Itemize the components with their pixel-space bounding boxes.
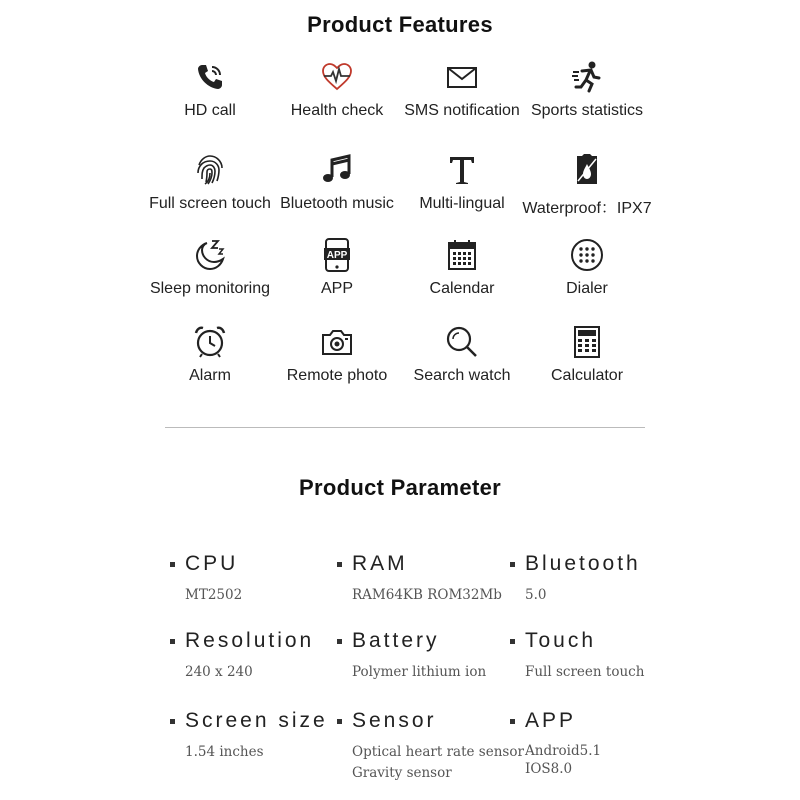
param-value: 1.54 inches [185, 744, 264, 760]
bullet [337, 639, 342, 644]
param-value-line: Gravity sensor [352, 765, 452, 781]
bullet [337, 719, 342, 724]
param-ram [352, 552, 522, 606]
feature-label: Dialer [566, 280, 608, 297]
param-screen-size [185, 709, 355, 763]
feature-label: Calculator [550, 367, 624, 384]
fingerprint-icon [193, 153, 227, 187]
param-value: MT2502 [185, 587, 243, 603]
feature-label: HD call [184, 102, 236, 119]
heart-rate-icon [320, 60, 354, 94]
param-value: 240 x 240 [185, 664, 253, 680]
feature-label: APP [320, 280, 353, 297]
bullet [170, 719, 175, 724]
feature-label: Bluetooth music [280, 195, 394, 212]
calculator-icon [570, 325, 604, 359]
param-value [352, 742, 522, 784]
feature-label: Calendar [429, 280, 495, 297]
feature-label: Sleep monitoring [149, 280, 271, 297]
param-battery [352, 629, 522, 683]
feature-label: SMS notification [404, 102, 520, 119]
feature-label: Full screen touch [149, 195, 271, 212]
feature-label: Multi-lingual [419, 195, 505, 212]
param-value-line: IOS8.0 [525, 761, 573, 777]
param-name: RAM [352, 552, 408, 575]
feature-label: Sports statistics [530, 102, 644, 119]
param-value-line: Android5.1 [525, 743, 602, 759]
param-name: Touch [525, 629, 597, 652]
param-value: Polymer lithium ion [352, 664, 487, 680]
param-value: RAM64KB ROM32Mb [352, 587, 502, 603]
letter-t-icon [445, 153, 479, 187]
section-divider [165, 427, 645, 428]
music-note-icon [320, 153, 354, 187]
param-value: Full screen touch [525, 664, 645, 680]
feature-label: Search watch [413, 367, 511, 384]
param-app [525, 709, 695, 778]
param-value-line: Optical heart rate sensor [352, 744, 524, 760]
param-sensor [352, 709, 522, 784]
runner-icon [570, 60, 604, 94]
features-title: Product Features [307, 12, 493, 37]
water-drop-icon [570, 153, 604, 187]
camera-icon [320, 325, 354, 359]
feature-dialer [512, 238, 662, 298]
bullet [170, 639, 175, 644]
bullet [337, 562, 342, 567]
bullet [510, 562, 515, 567]
feature-waterproof [512, 153, 662, 218]
parameters-title: Product Parameter [299, 475, 501, 500]
param-touch [525, 629, 695, 683]
param-name: APP [525, 709, 577, 732]
moon-sleep-icon [193, 238, 227, 272]
feature-label: Waterproof：IPX7 [522, 200, 652, 217]
feature-label: Health check [290, 102, 384, 119]
feature-label: Remote photo [286, 367, 388, 384]
calendar-icon [445, 238, 479, 272]
feature-label: Alarm [189, 367, 231, 384]
envelope-icon [445, 60, 479, 94]
app-icon [320, 238, 354, 272]
param-name: Resolution [185, 629, 315, 652]
param-value [525, 742, 695, 778]
param-bluetooth [525, 552, 695, 606]
param-name: CPU [185, 552, 239, 575]
app-icon-text: APP [326, 250, 348, 261]
param-cpu [185, 552, 355, 606]
bullet [510, 639, 515, 644]
param-value: 5.0 [525, 587, 547, 603]
param-name: Sensor [352, 709, 437, 732]
feature-calculator [512, 325, 662, 385]
alarm-clock-icon [193, 325, 227, 359]
bullet [170, 562, 175, 567]
param-name: Screen size [185, 709, 328, 732]
param-name: Battery [352, 629, 440, 652]
feature-sports [512, 60, 662, 120]
dialer-icon [570, 238, 604, 272]
phone-icon [193, 60, 227, 94]
bullet [510, 719, 515, 724]
param-resolution [185, 629, 355, 683]
search-icon [445, 325, 479, 359]
param-name: Bluetooth [525, 552, 641, 575]
